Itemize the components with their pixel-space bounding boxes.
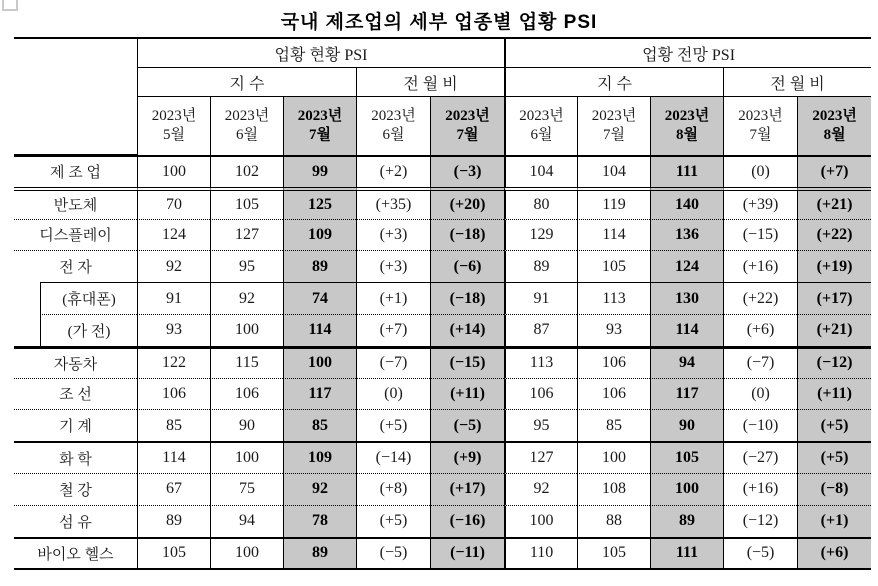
data-cell: (+17) — [797, 282, 871, 314]
data-cell: 114 — [577, 219, 650, 251]
corner-cell — [14, 39, 137, 155]
data-cell: 100 — [650, 473, 723, 505]
data-cell: 78 — [283, 505, 356, 537]
data-cell: (+6) — [723, 314, 797, 346]
table-row — [14, 441, 871, 473]
data-cell: 92 — [504, 473, 577, 505]
column-header-1: 2023년 5월 — [137, 97, 210, 155]
table-row — [14, 537, 871, 569]
data-cell: 89 — [283, 537, 356, 569]
data-cell: 100 — [210, 441, 283, 473]
sub-header-mom-current: 전 월 비 — [356, 68, 504, 97]
group-header-forecast: 업황 전망 PSI — [504, 39, 871, 68]
table-row — [14, 155, 871, 187]
data-cell: (+21) — [797, 314, 871, 346]
data-cell: (0) — [723, 155, 797, 187]
data-cell: 109 — [283, 219, 356, 251]
sub-header-row — [14, 68, 871, 97]
data-cell: 102 — [210, 155, 283, 187]
data-cell: (+11) — [797, 378, 871, 410]
data-cell: 94 — [650, 346, 723, 378]
data-cell: 89 — [504, 250, 577, 282]
table-row — [14, 250, 871, 282]
corner-mark — [2, 0, 18, 11]
data-cell: (+7) — [356, 314, 430, 346]
data-cell: 92 — [283, 473, 356, 505]
data-cell: 70 — [137, 187, 210, 219]
data-cell: (−8) — [797, 473, 871, 505]
data-cell: 108 — [577, 473, 650, 505]
row-label-cell: 자동차 — [14, 346, 137, 378]
data-cell: 100 — [210, 537, 283, 569]
data-cell: (+20) — [430, 187, 504, 219]
data-cell: (+16) — [723, 250, 797, 282]
table-row — [14, 219, 871, 251]
data-cell: (−15) — [430, 346, 504, 378]
data-cell: 100 — [504, 505, 577, 537]
row-label: (휴대폰) — [40, 282, 137, 314]
data-cell: 114 — [650, 314, 723, 346]
data-cell: 106 — [577, 346, 650, 378]
data-cell: (+19) — [797, 250, 871, 282]
row-label-cell — [14, 282, 137, 314]
data-cell: (−5) — [723, 537, 797, 569]
data-cell: (+1) — [356, 282, 430, 314]
data-cell: 85 — [137, 409, 210, 441]
column-header-5: 2023년 7월 — [430, 97, 504, 155]
data-cell: (−14) — [356, 441, 430, 473]
data-cell: (+22) — [797, 219, 871, 251]
data-cell: 80 — [504, 187, 577, 219]
column-header-row — [14, 97, 871, 155]
data-cell: (−7) — [723, 346, 797, 378]
psi-table — [14, 37, 871, 570]
table-row — [14, 346, 871, 378]
data-cell: 105 — [137, 537, 210, 569]
data-cell: (−6) — [430, 250, 504, 282]
data-cell: (−10) — [723, 409, 797, 441]
table-row — [14, 505, 871, 537]
row-label-cell: 바이오 헬스 — [14, 537, 137, 569]
data-cell: 104 — [504, 155, 577, 187]
data-cell: 100 — [283, 346, 356, 378]
data-cell: 90 — [650, 409, 723, 441]
data-cell: (+9) — [430, 441, 504, 473]
data-cell: (−27) — [723, 441, 797, 473]
data-cell: 67 — [137, 473, 210, 505]
data-cell: 127 — [210, 219, 283, 251]
data-cell: 95 — [210, 250, 283, 282]
data-cell: (+21) — [797, 187, 871, 219]
data-cell: 115 — [210, 346, 283, 378]
table-row — [14, 473, 871, 505]
group-header-current: 업황 현황 PSI — [137, 39, 504, 68]
table-row — [14, 314, 871, 346]
data-cell: (−11) — [430, 537, 504, 569]
data-cell: (+3) — [356, 250, 430, 282]
data-cell: (+3) — [356, 219, 430, 251]
data-cell: (−12) — [797, 346, 871, 378]
data-cell: 95 — [504, 409, 577, 441]
data-cell: 111 — [650, 155, 723, 187]
table-row — [14, 187, 871, 219]
data-cell: (+39) — [723, 187, 797, 219]
sub-header-index-forecast: 지 수 — [504, 68, 723, 97]
data-cell: 113 — [577, 282, 650, 314]
column-header-4: 2023년 6월 — [356, 97, 430, 155]
group-header-row — [14, 39, 871, 68]
data-cell: (+17) — [430, 473, 504, 505]
data-cell: 100 — [210, 314, 283, 346]
data-cell: 93 — [577, 314, 650, 346]
data-cell: 119 — [577, 187, 650, 219]
data-cell: 85 — [283, 409, 356, 441]
data-cell: 92 — [210, 282, 283, 314]
table-row — [14, 409, 871, 441]
data-cell: 111 — [650, 537, 723, 569]
data-cell: 92 — [137, 250, 210, 282]
data-cell: (+11) — [430, 378, 504, 410]
data-cell: (−5) — [430, 409, 504, 441]
data-cell: 89 — [650, 505, 723, 537]
data-cell: 130 — [650, 282, 723, 314]
data-cell: 100 — [577, 441, 650, 473]
data-cell: 109 — [283, 441, 356, 473]
data-cell: (−7) — [356, 346, 430, 378]
row-label-cell: 반도체 — [14, 187, 137, 219]
data-cell: 105 — [650, 441, 723, 473]
data-cell: 89 — [137, 505, 210, 537]
data-cell: 114 — [137, 441, 210, 473]
column-header-9: 2023년 7월 — [723, 97, 797, 155]
data-cell: 94 — [210, 505, 283, 537]
row-label-cell: 전 자 — [14, 250, 137, 282]
data-cell: 106 — [504, 378, 577, 410]
data-cell: (+6) — [797, 537, 871, 569]
data-cell: (+14) — [430, 314, 504, 346]
data-cell: 113 — [504, 346, 577, 378]
data-cell: 88 — [577, 505, 650, 537]
row-label-cell: 디스플레이 — [14, 219, 137, 251]
data-cell: 87 — [504, 314, 577, 346]
sub-header-index-current: 지 수 — [137, 68, 356, 97]
data-cell: 85 — [577, 409, 650, 441]
data-cell: (+1) — [797, 505, 871, 537]
data-cell: (−3) — [430, 155, 504, 187]
data-cell: (+2) — [356, 155, 430, 187]
data-cell: 91 — [137, 282, 210, 314]
data-cell: 89 — [283, 250, 356, 282]
column-header-10: 2023년 8월 — [797, 97, 871, 155]
table-row — [14, 282, 871, 314]
data-cell: 122 — [137, 346, 210, 378]
data-cell: (+8) — [356, 473, 430, 505]
sub-header-mom-forecast: 전 월 비 — [723, 68, 871, 97]
data-cell: 105 — [577, 250, 650, 282]
data-cell: (+5) — [797, 441, 871, 473]
data-cell: (+5) — [356, 505, 430, 537]
row-label: (가 전) — [40, 314, 137, 346]
row-label-cell: 화 학 — [14, 441, 137, 473]
data-cell: (−12) — [723, 505, 797, 537]
data-cell: (−15) — [723, 219, 797, 251]
data-cell: 129 — [504, 219, 577, 251]
row-label-cell: 철 강 — [14, 473, 137, 505]
data-cell: 140 — [650, 187, 723, 219]
data-cell: (+5) — [356, 409, 430, 441]
column-header-7: 2023년 7월 — [577, 97, 650, 155]
row-label-cell — [14, 314, 137, 346]
data-cell: 90 — [210, 409, 283, 441]
data-cell: 104 — [577, 155, 650, 187]
row-label-cell: 기 계 — [14, 409, 137, 441]
data-cell: (0) — [356, 378, 430, 410]
data-cell: 75 — [210, 473, 283, 505]
data-cell: (+16) — [723, 473, 797, 505]
table-row — [14, 378, 871, 410]
data-cell: (−18) — [430, 219, 504, 251]
data-cell: 74 — [283, 282, 356, 314]
data-cell: 106 — [577, 378, 650, 410]
row-label-cell: 제 조 업 — [14, 155, 137, 187]
data-cell: (−5) — [356, 537, 430, 569]
data-cell: (+35) — [356, 187, 430, 219]
data-cell: (+5) — [797, 409, 871, 441]
data-cell: 105 — [210, 187, 283, 219]
column-header-3: 2023년 7월 — [283, 97, 356, 155]
column-header-8: 2023년 8월 — [650, 97, 723, 155]
data-cell: (−16) — [430, 505, 504, 537]
data-cell: 91 — [504, 282, 577, 314]
data-cell: 100 — [137, 155, 210, 187]
data-cell: (+22) — [723, 282, 797, 314]
data-cell: 127 — [504, 441, 577, 473]
data-cell: 105 — [577, 537, 650, 569]
data-cell: 99 — [283, 155, 356, 187]
data-cell: 114 — [283, 314, 356, 346]
data-cell: (−18) — [430, 282, 504, 314]
data-cell: 117 — [283, 378, 356, 410]
data-cell: 106 — [210, 378, 283, 410]
data-cell: 110 — [504, 537, 577, 569]
data-cell: 93 — [137, 314, 210, 346]
data-cell: 117 — [650, 378, 723, 410]
data-cell: 124 — [137, 219, 210, 251]
row-label-cell: 섬 유 — [14, 505, 137, 537]
data-cell: 106 — [137, 378, 210, 410]
data-cell: (+7) — [797, 155, 871, 187]
page-title: 국내 제조업의 세부 업종별 업황 PSI — [280, 12, 598, 33]
data-cell: 124 — [650, 250, 723, 282]
data-cell: (0) — [723, 378, 797, 410]
row-label-cell: 조 선 — [14, 378, 137, 410]
column-header-6: 2023년 6월 — [504, 97, 577, 155]
column-header-2: 2023년 6월 — [210, 97, 283, 155]
data-cell: 136 — [650, 219, 723, 251]
data-cell: 125 — [283, 187, 356, 219]
